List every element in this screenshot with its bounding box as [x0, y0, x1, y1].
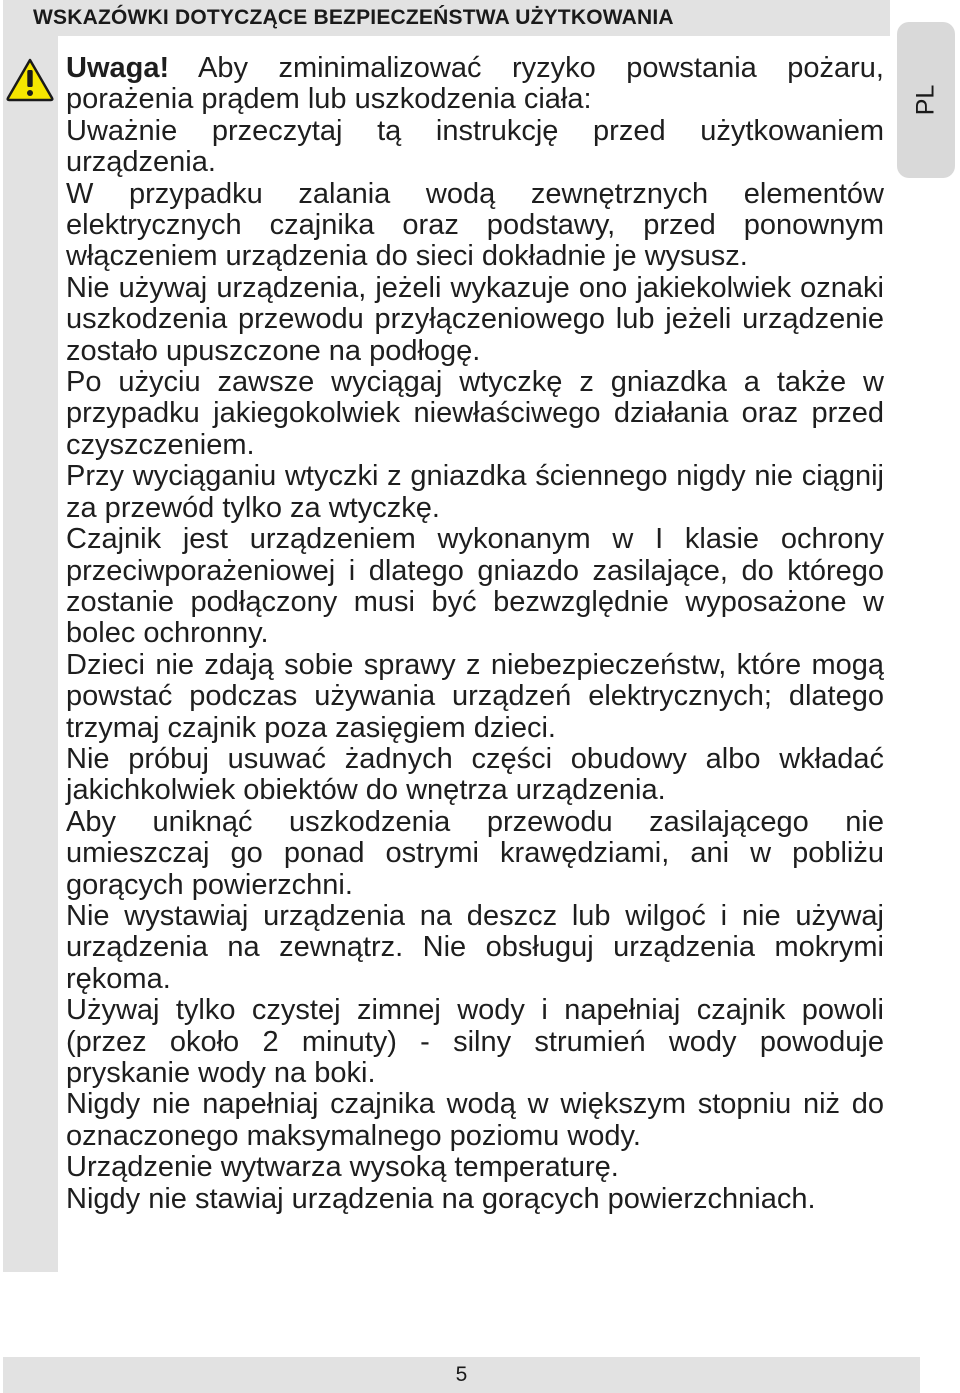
page-footer	[3, 1357, 920, 1393]
instruction-paragraph: Aby uniknąć uszkodzenia przewodu zasilającego nie umieszczaj go ponad ostrymi krawędziami, ani w pobliżu gorących powierzchni.	[66, 805, 884, 901]
instruction-paragraph: Używaj tylko czystej zimnej wody i napełniaj czajnik powoli (przez około 2 minuty) - silny strumień wody powoduje pryskanie wody na boki.	[66, 994, 884, 1089]
section-header	[3, 0, 890, 36]
instruction-paragraph: Nigdy nie napełniaj czajnika wodą w większym stopniu niż do oznaczonego maksymalnego poziomu wody.	[66, 1088, 884, 1152]
instruction-paragraph: Nie wystawiaj urządzenia na deszcz lub wilgoć i nie używaj urządzenia na zewnątrz. Nie obsługuj urządzenia mokrymi rękoma.	[66, 899, 884, 995]
instruction-paragraph: Przy wyciąganiu wtyczki z gniazdka ściennego nigdy nie ciągnij za przewód tylko za wtyczkę.	[66, 460, 884, 524]
instruction-paragraph: Nie używaj urządzenia, jeżeli wykazuje ono jakiekolwiek oznaki uszkodzenia przewodu przyłączeniowego lub jeżeli urządzenie zostało upuszczone na podłogę.	[66, 271, 884, 367]
safety-instructions	[66, 53, 884, 1215]
instruction-paragraph: W przypadku zalania wodą zewnętrznych elementów elektrycznych czajnika oraz podstawy, przed ponownym włączeniem urządzenia do sieci dokładnie je wysusz.	[66, 177, 884, 273]
left-margin-strip	[3, 36, 58, 1272]
warning-text: Aby zminimalizować ryzyko powstania pożaru, porażenia prądem lub uszkodzenia ciała:	[66, 52, 884, 116]
language-label: PL	[911, 84, 940, 116]
instruction-paragraph: Nigdy nie stawiaj urządzenia na gorących powierzchniach.	[66, 1182, 816, 1215]
section-title: WSKAZÓWKI DOTYCZĄCE BEZPIECZEŃSTWA UŻYTKOWANIA	[33, 6, 674, 29]
warning-paragraph	[66, 53, 884, 116]
instruction-paragraph: Urządzenie wytwarza wysoką temperaturę.	[66, 1151, 619, 1184]
instruction-paragraph: Czajnik jest urządzeniem wykonanym w I klasie ochrony przeciwporażeniowej i dlatego gniazdo zasilające, do którego zostanie podłączony musi być bezwzględnie wyposażone w bolec ochronny.	[66, 523, 884, 650]
instruction-paragraph: Uważnie przeczytaj tą instrukcję przed użytkowaniem urządzenia.	[66, 114, 884, 179]
language-tab	[897, 22, 955, 178]
instruction-paragraph: Nie próbuj usuwać żadnych części obudowy albo wkładać jakichkolwiek obiektów do wnętrza urządzenia.	[66, 742, 884, 807]
instruction-paragraph: Po użyciu zawsze wyciągaj wtyczkę z gniazdka a także w przypadku jakiegokolwiek niewłaściwego działania oraz przed czyszczeniem.	[66, 366, 884, 461]
page-number: 5	[455, 1363, 468, 1386]
instruction-paragraph: Dzieci nie zdają sobie sprawy z niebezpieczeństw, które mogą powstać podczas używania urządzeń elektrycznych; dlatego trzymaj czajnik poza zasięgiem dzieci.	[66, 648, 884, 744]
warning-triangle-icon	[5, 57, 55, 102]
warning-lead: Uwaga!	[66, 52, 170, 84]
